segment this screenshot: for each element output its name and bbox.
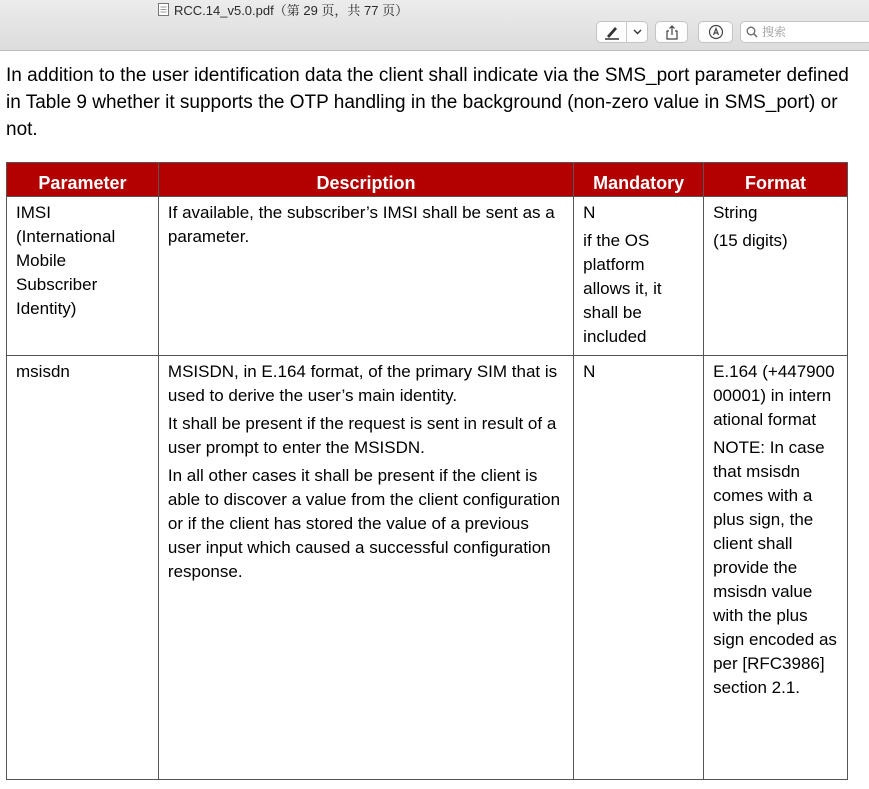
table-row [7,197,848,356]
intro-paragraph: In addition to the user identification data the client shall indicate via the SMS_port parameter defined in Table 9 whether it supports the OTP handling in the background (non-zero value in SMS_port) or not. [6,65,849,140]
parameter-cell [7,197,159,356]
parameter-name: msisdn [16,362,70,381]
chevron-down-icon [633,29,642,35]
parameter-cell [7,356,159,780]
header-description: Description [158,163,573,197]
format-value: String [713,203,758,222]
table-row [7,356,848,780]
description-text: It shall be present if the request is sent in result of a user prompt to enter the MSISDN. [167,414,557,457]
mandatory-cell [574,197,704,356]
highlight-options-button[interactable] [627,22,647,42]
pdf-document-icon [158,3,169,16]
markup-icon [708,24,724,40]
format-detail: (15 digits) [713,231,788,250]
search-field[interactable] [740,21,869,43]
format-cell [704,356,848,780]
mandatory-note: if the OS platform allows it, it shall be included [583,231,662,346]
description-text: MSISDN, in E.164 format, of the primary SIM that is used to derive the user’s main identity. [167,362,558,405]
highlight-button-group [596,21,648,43]
highlight-button[interactable] [597,22,627,42]
highlighter-pen-icon [603,24,621,40]
table-header-row [7,163,848,197]
description-cell [158,356,573,780]
format-value: E.164 (+44790000001) in international format [713,362,835,429]
parameter-name: IMSI (International Mobile Subscriber Identity) [16,203,116,318]
format-cell [704,197,848,356]
window-title-text: RCC.14_v5.0.pdf（第 29 页，共 77 页） [174,2,409,18]
search-input[interactable] [762,25,869,39]
window-title [158,0,408,18]
mandatory-value: N [583,362,596,381]
window-toolbar [0,0,869,51]
search-icon [746,26,758,38]
description-text: In all other cases it shall be present if the client is able to discover a value from the client configuration or if the client has stored the value of a previous user input which caused a successful configuration response. [167,466,561,581]
header-mandatory: Mandatory [574,163,704,197]
description-text: If available, the subscriber’s IMSI shall be sent as a parameter. [167,203,555,246]
description-cell [158,197,573,356]
share-button[interactable] [655,21,688,43]
mandatory-cell [574,356,704,780]
share-icon [665,25,679,40]
parameter-table [6,162,848,780]
header-format: Format [704,163,848,197]
format-note: NOTE: In case that msisdn comes with a plus sign, the client shall provide the msisdn value with the plus sign encoded as per [RFC3986] section 2.1. [713,438,837,697]
header-parameter: Parameter [7,163,159,197]
mandatory-value: N [583,203,596,222]
markup-button[interactable] [698,21,733,43]
